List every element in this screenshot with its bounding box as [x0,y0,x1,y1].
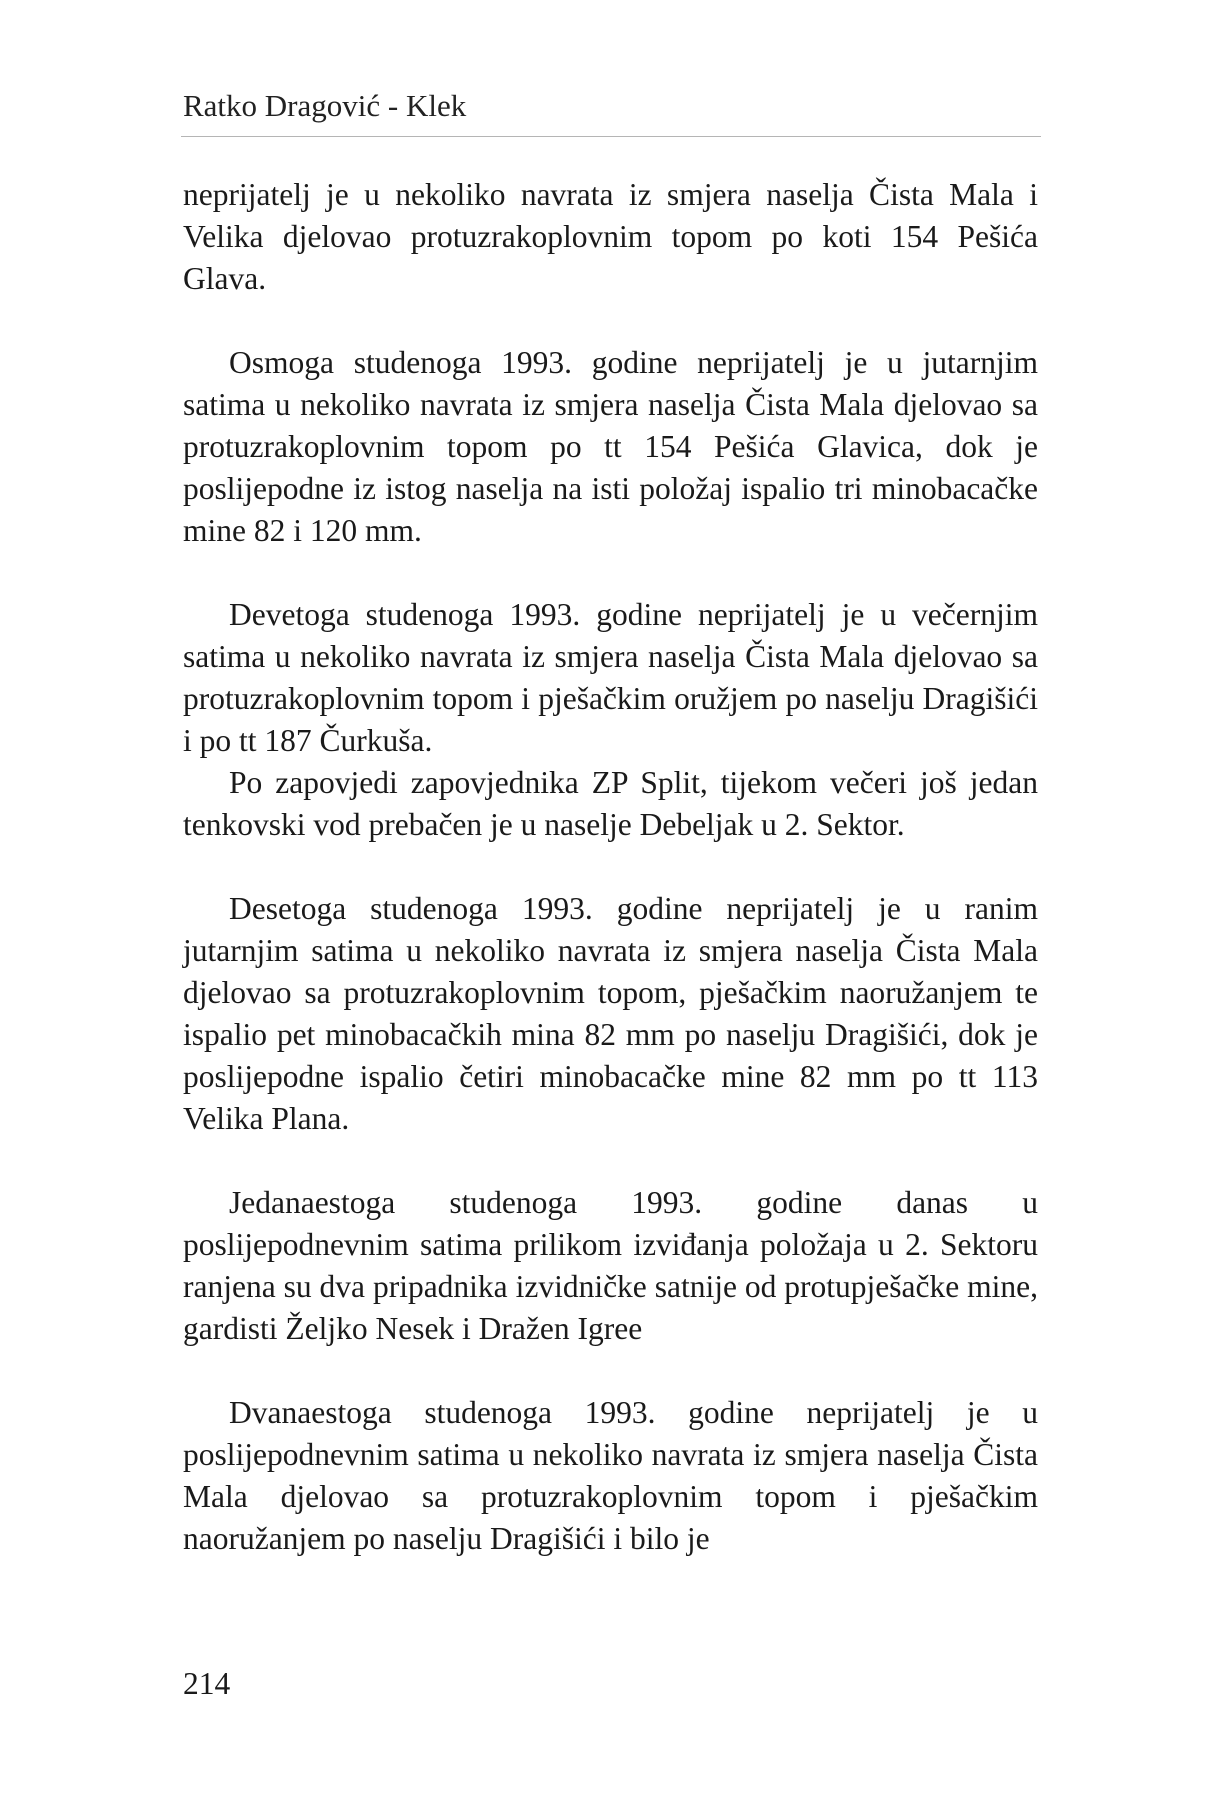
header-divider [181,136,1041,137]
paragraph-10-november: Desetoga studenoga 1993. godine neprijatelj je u ranim jutarnjim satima u nekoliko navrata iz smjera naselja Čista Mala djelovao sa protuzrakoplovnim topom, pješačkim naoružanjem te ispalio pet minobacačkih mina 82 mm po naselju Dragišići, dok je poslijepodne ispalio četiri minobacačke mine 82 mm po tt 113 Velika Plana. [183,891,1038,1136]
paragraph-12-november: Dvanaestoga studenoga 1993. godine neprijatelj je u poslijepodnevnim satima u nekoliko navrata iz smjera naselja Čista Mala djelovao sa protuzrakoplovnim topom i pješačkim naoružanjem po naselju Dragišići i bilo je [183,1395,1038,1556]
paragraph-8-november: Osmoga studenoga 1993. godine neprijatelj je u jutarnjim satima u nekoliko navrata iz smjera naselja Čista Mala djelovao sa protuzrakoplovnim topom po tt 154 Pešića Glavica, dok je poslijepodne iz istog naselja na isti položaj ispalio tri minobacačke mine 82 i 120 mm. [183,345,1038,548]
paragraph-zp-split-order: Po zapovjedi zapovjednika ZP Split, tijekom večeri još jedan tenkovski vod prebačen je u naselje Debeljak u 2. Sektor. [183,765,1038,842]
page-body [183,174,1038,1560]
paragraph-11-november: Jedanaestoga studenoga 1993. godine danas u poslijepodnevnim satima prilikom izviđanja položaja u 2. Sektoru ranjena su dva pripadnika izvidničke satnije od protupješačke mine, gardisti Željko Nesek i Dražen Igree [183,1185,1038,1346]
paragraph-9-november: Devetoga studenoga 1993. godine neprijatelj je u večernjim satima u nekoliko navrata iz smjera naselja Čista Mala djelovao sa protuzrakoplovnim topom i pješačkim oružjem po naselju Dragišići i po tt 187 Čurkuša. [183,597,1038,758]
running-header: Ratko Dragović - Klek [183,88,467,123]
page-number: 214 [183,1666,231,1701]
paragraph-continued: neprijatelj je u nekoliko navrata iz smjera naselja Čista Mala i Velika djelovao protuzrakoplovnim topom po koti 154 Pešića Glava. [183,177,1038,296]
